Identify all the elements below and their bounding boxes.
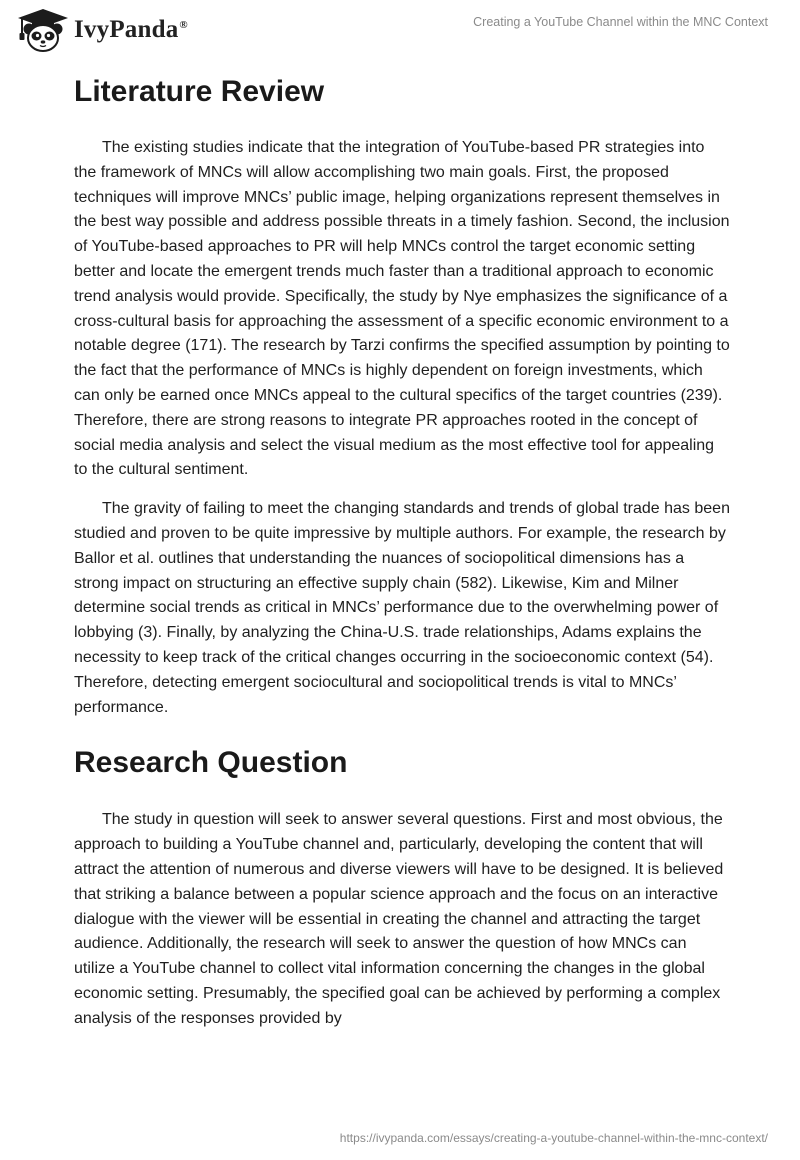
body-paragraph: The gravity of failing to meet the changing standards and trends of global trade has been studied and proven to be quite impressive by multiple authors. For example, the research by Ballor et al. outlines that understanding the nuances of sociopolitical dimensions has a strong impact on structuring an effective supply chain (582). Likewise, Kim and Milner determine social trends as critical in MNCs’ performance due to the overwhelming power of lobbying (3). Finally, by analyzing the China-U.S. trade relationships, Adams explains the necessity to keep track of the critical changes occurring in the socioeconomic context (54). Therefore, detecting emergent sociocultural and sociopolitical trends is vital to MNCs’ performance. <box>74 500 730 716</box>
section-heading-literature-review: Literature Review <box>74 75 325 108</box>
essay-body <box>74 70 730 1032</box>
section-heading-research-question: Research Question <box>74 746 348 780</box>
page-header <box>0 0 800 60</box>
brand-name: IvyPanda® <box>74 16 188 43</box>
running-title: Creating a YouTube Channel within the MNC Context <box>473 15 768 29</box>
body-paragraph: The study in question will seek to answer several questions. First and most obvious, the approach to building a YouTube channel and, particularly, developing the content that will attract the attention of numerous and diverse viewers will have to be designed. It is believed that striking a balance between a popular science approach and the focus on an interactive dialogue with the viewer will be essential in creating the channel and attracting the target audience. Additionally, the research will seek to answer the question of how MNCs can utilize a YouTube channel to collect vital information concerning the changes in the global economic setting. Presumably, the specified goal can be achieved by performing a complex analysis of the responses provided by <box>74 811 724 1027</box>
panda-graduation-cap-icon <box>14 7 72 53</box>
brand-logo[interactable] <box>14 7 188 53</box>
registered-mark: ® <box>179 18 188 31</box>
body-paragraph: The existing studies indicate that the integration of YouTube-based PR strategies into the framework of MNCs will allow accomplishing two main goals. First, the proposed techniques will improve MNCs’ public image, helping organizations represent themselves in the best way possible and address possible threats in a timely fashion. Second, the inclusion of YouTube-based approaches to PR will help MNCs control the target economic setting better and locate the emergent trends much faster than a traditional approach to economic trend analysis would provide. Specifically, the study by Nye emphasizes the significance of a cross-cultural basis for approaching the assessment of a specific economic environment to a notable degree (171). The research by Tarzi confirms the specified assumption by pointing to the fact that the performance of MNCs is highly dependent on foreign investments, which can only be earned once MNCs appeal to the cultural specifics of the target countries (239). Therefore, there are strong reasons to integrate PR approaches rooted in the concept of social media analysis and select the visual medium as the most effective tool for appealing to the cultural sentiment. <box>74 139 730 479</box>
source-url[interactable]: https://ivypanda.com/essays/creating-a-youtube-channel-within-the-mnc-context/ <box>339 1131 768 1145</box>
